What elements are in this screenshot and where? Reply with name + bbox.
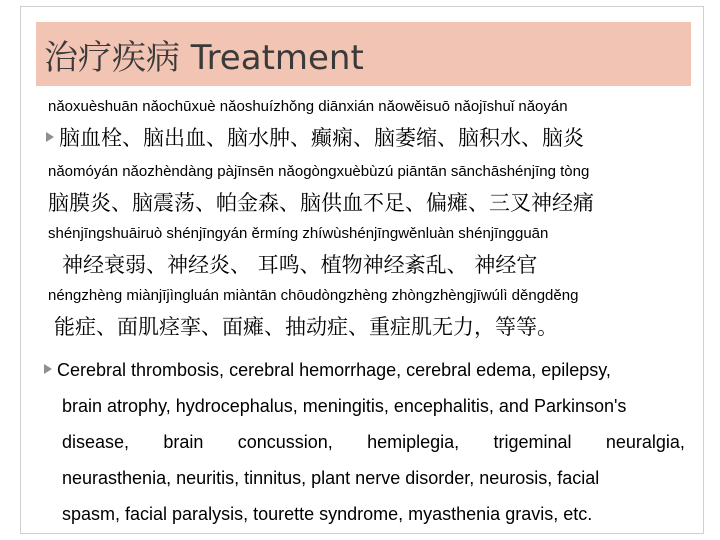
pinyin-line-3: shénjīngshuāiruò shénjīngyán ěrmíng zhíwùshénjīngwěnluàn shénjīngguān bbox=[48, 225, 549, 242]
english-line-1 bbox=[44, 360, 611, 381]
english-word: concussion, bbox=[237, 432, 333, 452]
english-line-2: brain atrophy, hydrocephalus, meningitis, encephalitis, and Parkinson's bbox=[62, 396, 627, 416]
slide-title: 治疗疾病 Treatment bbox=[44, 38, 364, 78]
english-word: disease, bbox=[62, 432, 130, 452]
english-text-1: Cerebral thrombosis, cerebral hemorrhage, cerebral edema, epilepsy, bbox=[57, 360, 611, 380]
english-word: trigeminal bbox=[493, 432, 572, 452]
pinyin-line-2: nǎomóyán nǎozhèndàng pàjīnsēn nǎogòngxuèbùzú piāntān sānchāshénjīng tòng bbox=[48, 163, 590, 180]
english-word: neuralgia, bbox=[605, 432, 685, 452]
english-word: hemiplegia, bbox=[367, 432, 460, 452]
english-line-5: spasm, facial paralysis, tourette syndrome, myasthenia gravis, etc. bbox=[62, 504, 593, 524]
bullet-icon bbox=[44, 364, 52, 374]
chinese-line-2: 脑膜炎、脑震荡、帕金森、脑供血不足、偏瘫、三叉神经痛 bbox=[48, 191, 594, 215]
chinese-text-1: 脑血栓、脑出血、脑水肿、癫痫、脑萎缩、脑积水、脑炎 bbox=[59, 126, 584, 150]
chinese-line-1 bbox=[46, 122, 584, 152]
english-line-4: neurasthenia, neuritis, tinnitus, plant nerve disorder, neurosis, facial bbox=[62, 468, 600, 488]
chinese-line-4: 能症、面肌痉挛、面瘫、抽动症、重症肌无力，等等。 bbox=[54, 315, 558, 339]
pinyin-line-1: nǎoxuèshuān nǎochūxuè nǎoshuízhǒng diānxián nǎowěisuō nǎojīshuǐ nǎoyán bbox=[48, 98, 568, 115]
chinese-line-3: 神经衰弱、神经炎、 耳鸣、植物神经紊乱、 神经官 bbox=[62, 253, 538, 277]
pinyin-line-4: néngzhèng miànjījìngluán miàntān chōudòngzhèng zhòngzhèngjīwúlì děngděng bbox=[48, 287, 579, 304]
bullet-icon bbox=[46, 132, 54, 142]
english-word: brain bbox=[163, 432, 204, 452]
english-line-3 bbox=[62, 432, 685, 453]
